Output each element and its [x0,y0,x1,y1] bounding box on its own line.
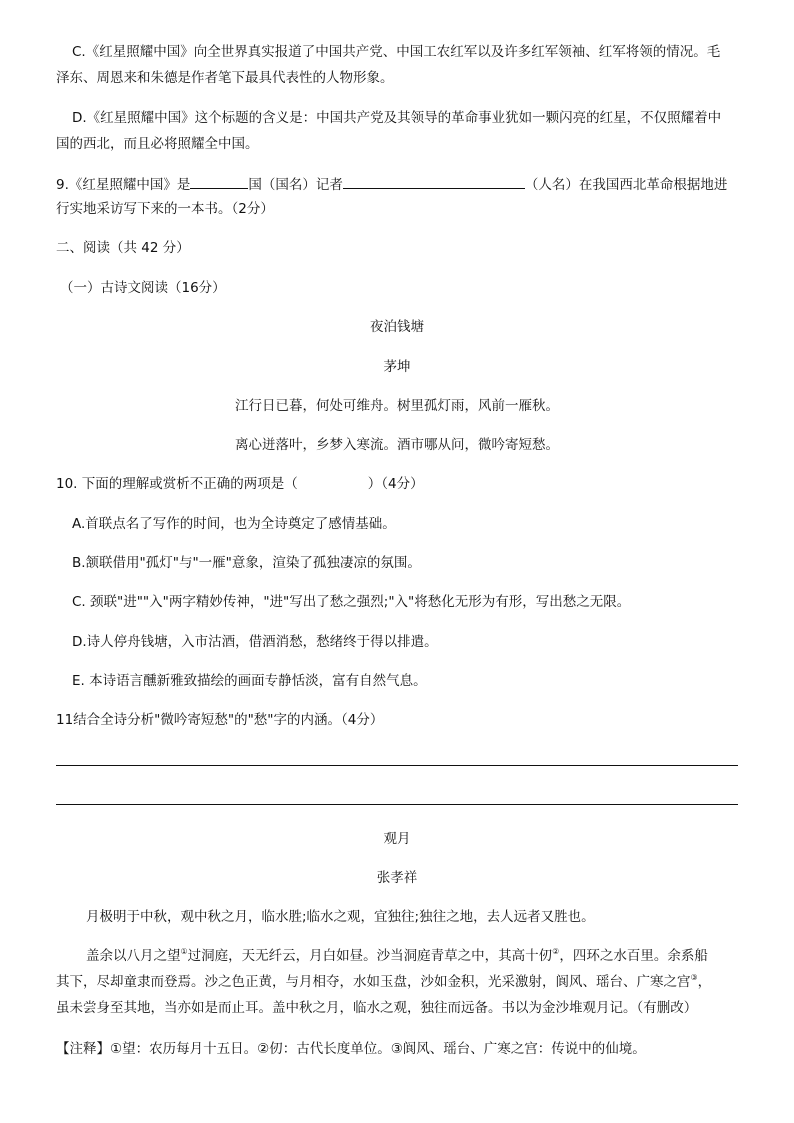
q10-option: C. 颈联"进""入"两字精妙传神，"进"写出了愁之强烈;"入"将愁化无形为有形，写出愁之无限。 [72,594,631,610]
q10-option: A.首联点名了写作的时间，也为全诗奠定了感情基础。 [72,516,396,532]
prose-text: 其下，尽却童隶而登焉。沙之色正黄，与月相夺，水如玉盘，沙如金积，光采激射，阆风、瑶台、广寒之宫 [56,974,691,990]
prose-paragraph-2-line3: 虽未尝身至其地，当亦如是而止耳。盖中秋之月，临水之观，独往而远备。书以为金沙堆观月记。（有删改） [56,1000,698,1016]
footnote-marker: ③ [690,973,698,982]
prose-paragraph-1: 月极明于中秋，观中秋之月，临水胜;临水之观，宜独往;独往之地，去人远者又胜也。 [86,909,595,925]
q10-option: D.诗人停舟钱塘，入市沽酒，借酒消愁，愁绪终于得以排遣。 [72,634,438,650]
prose-text: ， [697,974,712,990]
q9-text-part3: （人名）在我国西北革命根据地进 [524,177,728,193]
q10-stem-text: 10. 下面的理解或赏析不正确的两项是（ [56,476,298,492]
q9-name-blank[interactable] [343,173,525,189]
q8-option-c-line2: 泽东、周恩来和朱德是作者笔下最具代表性的人物形象。 [56,70,394,86]
prose-text: 盖余以八月之望 [86,948,181,964]
prose-text: ，四环之水百里。余系船 [559,948,708,964]
footnote-marker: ② [552,947,560,956]
q9-question-line1 [56,173,738,195]
prose-paragraph-2-line1 [86,946,708,966]
prose-text: 过洞庭，天无纤云，月白如昼。沙当洞庭青草之中，其高十仞 [187,948,553,964]
prose-author: 张孝祥 [376,870,418,886]
q10-option: B.颔联借用"孤灯"与"一雁"意象，渲染了孤独凄凉的氛围。 [72,555,421,571]
q9-country-blank[interactable] [190,173,248,189]
poem-line: 离心迸落叶，乡梦入寒流。酒市哪从问，微吟寄短愁。 [235,437,559,453]
answer-line[interactable] [56,765,738,766]
answer-line[interactable] [56,804,738,805]
q11-question: 11结合全诗分析"微吟寄短愁"的"愁"字的内涵。（4分） [56,712,384,728]
subsection-title: （一）古诗文阅读（16分） [60,280,226,296]
q9-text-part1: 9.《红星照耀中国》是 [56,177,191,193]
prose-title: 观月 [383,831,411,847]
poem-title: 夜泊钱塘 [370,319,424,335]
poem-line: 江行日已暮，何处可维舟。树里孤灯雨，风前一雁秋。 [235,398,559,414]
poem-author: 茅坤 [383,359,411,375]
q8-option-d-line2: 国的西北，而且必将照耀全中国。 [56,136,259,152]
footnote-marker: ① [180,947,188,956]
section-title: 二、阅读（共 42 分） [56,240,190,256]
footnotes: 【注释】①望：农历每月十五日。②仞：古代长度单位。③阆风、瑶台、广寒之宫：传说中的仙境。 [56,1041,646,1057]
q9-question-line2: 行实地采访写下来的一本书。（2分） [56,201,274,217]
q8-option-c-line1: C.《红星照耀中国》向全世界真实报道了中国共产党、中国工农红军以及许多红军领袖、红军将领的情况。毛 [72,44,721,60]
q10-stem [56,474,738,494]
prose-paragraph-2-line2 [56,972,738,992]
q8-option-d-line1: D.《红星照耀中国》这个标题的含义是：中国共产党及其领导的革命事业犹如一颗闪亮的红星，不仅照耀着中 [72,110,722,126]
q10-option: E. 本诗语言醺新雅致描绘的画面专静恬淡，富有自然气息。 [72,673,427,689]
q9-text-part2: 国（国名）记者 [248,177,343,193]
q10-stem-points: ）（4分） [367,476,424,492]
